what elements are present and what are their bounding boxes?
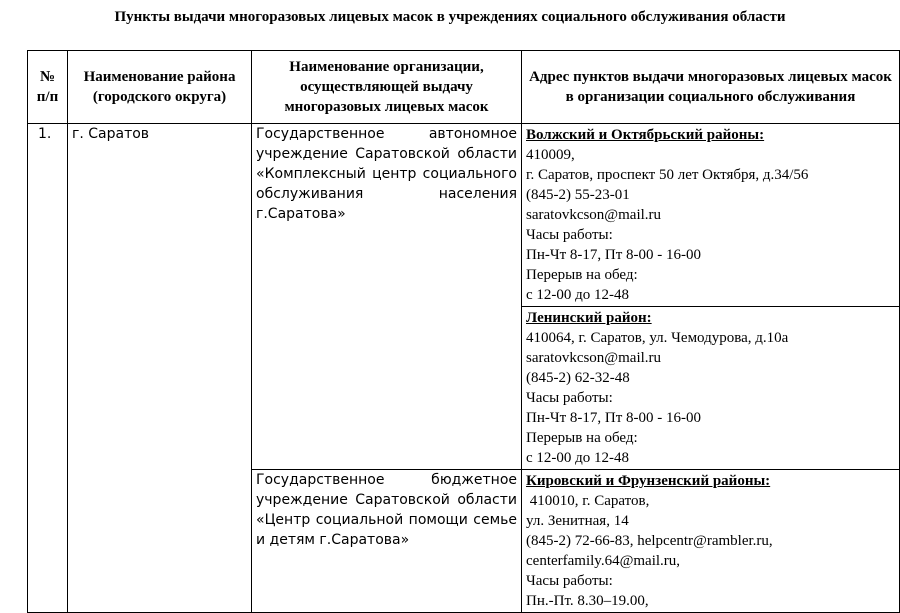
header-address: Адрес пунктов выдачи многоразовых лицевых масок в организации социального обслуживания: [522, 51, 900, 124]
header-district: Наименование района (городского округа): [68, 51, 252, 124]
table-header-row: [28, 51, 900, 124]
hours-label: Часы работы:: [526, 390, 613, 406]
header-organization: Наименование организации, осуществляющей выдачу многоразовых лицевых масок: [252, 51, 522, 124]
distribution-points-table: [27, 50, 900, 613]
address-heading: Ленинский район:: [526, 310, 652, 326]
hours-label: Часы работы:: [526, 573, 613, 589]
email-line: centerfamily.64@mail.ru,: [526, 553, 681, 569]
hours-line: Пн-Чт 8-17, Пт 8-00 - 16-00: [526, 410, 702, 426]
table-row: [28, 124, 900, 307]
organization-name: Государственное бюджетное учреждение Саратовской области «Центр социальной помощи семье и детям г.Саратова»: [252, 470, 522, 613]
phone-line: (845-2) 55-23-01: [526, 187, 630, 203]
address-line: ул. Зенитная, 14: [526, 513, 629, 529]
address-line: 410009,: [526, 147, 575, 163]
address-line: г. Саратов, проспект 50 лет Октября, д.34/56: [526, 167, 809, 183]
email-line: saratovkcson@mail.ru: [526, 350, 662, 366]
address-cell: [522, 307, 900, 470]
hours-line: Пн-Чт 8-17, Пт 8-00 - 16-00: [526, 247, 702, 263]
phone-line: (845-2) 62-32-48: [526, 370, 630, 386]
hours-line: Пн.-Пт. 8.30–19.00,: [526, 593, 649, 609]
lunch-label: Перерыв на обед:: [526, 430, 638, 446]
district-name: г. Саратов: [68, 124, 252, 613]
hours-label: Часы работы:: [526, 227, 613, 243]
address-line: 410010, г. Саратов,: [526, 493, 650, 509]
row-number: 1.: [28, 124, 68, 613]
address-heading: Кировский и Фрунзенский районы:: [526, 473, 771, 489]
email-line: saratovkcson@mail.ru: [526, 207, 662, 223]
organization-name: Государственное автономное учреждение Саратовской области «Комплексный центр социального обслуживания населения г.Саратова»: [252, 124, 522, 470]
lunch-line: с 12-00 до 12-48: [526, 450, 630, 466]
lunch-label: Перерыв на обед:: [526, 267, 638, 283]
header-number: № п/п: [28, 51, 68, 124]
address-cell: [522, 124, 900, 307]
address-cell: [522, 470, 900, 613]
document-title: Пункты выдачи многоразовых лицевых масок в учреждениях социального обслуживания области: [114, 9, 786, 25]
address-heading: Волжский и Октябрьский районы:: [526, 127, 765, 143]
lunch-line: с 12-00 до 12-48: [526, 287, 630, 303]
phone-email-line: (845-2) 72-66-83, helpcentr@rambler.ru,: [526, 533, 773, 549]
address-line: 410064, г. Саратов, ул. Чемодурова, д.10а: [526, 330, 789, 346]
